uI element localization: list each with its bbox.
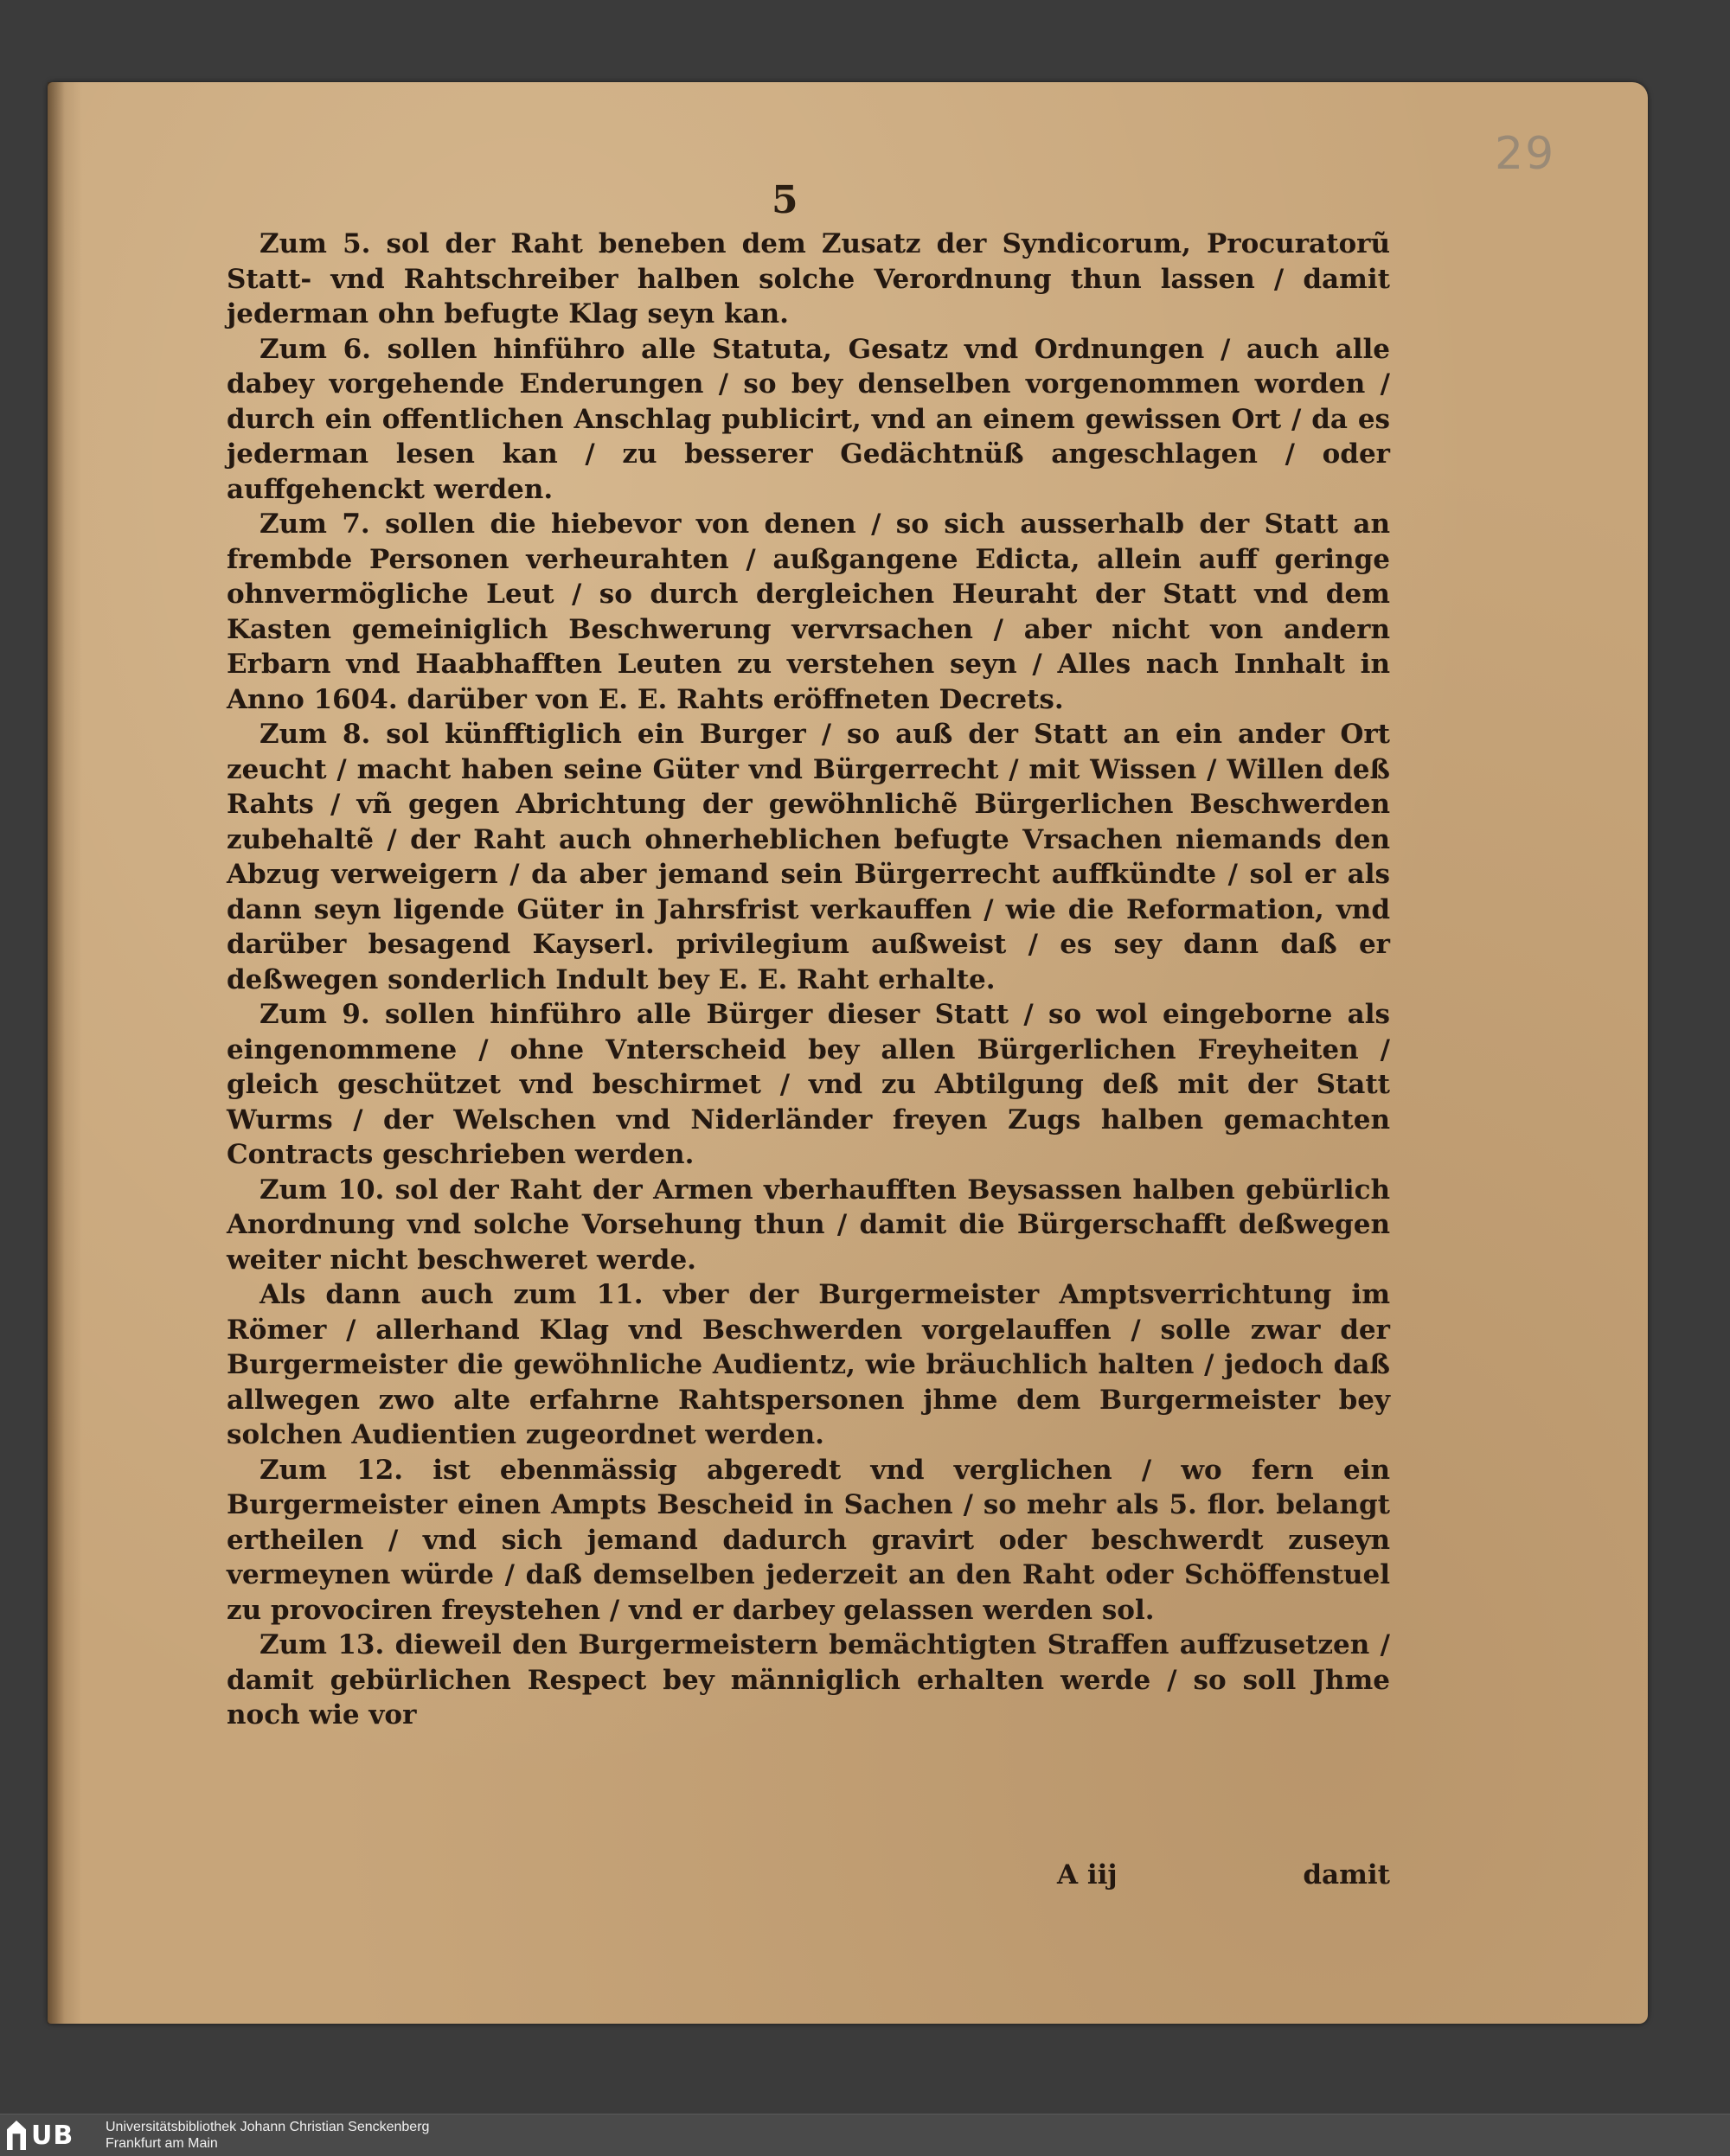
page-gutter-shadow [48, 82, 65, 2024]
page-mark: 5 [772, 178, 798, 222]
signature-mark: A iij [1057, 1859, 1118, 1890]
paragraph-10: Zum 10. sol der Raht der Armen vberhaufften Beysassen halben gebürlich Anordnung vnd solche Vorsehung thun / damit die Bürgerschafft deßwegen weiter nicht beschweret werde. [227, 1174, 1390, 1276]
paragraph-11: Als dann auch zum 11. vber der Burgermeister Amptsverrichtung im Römer / allerhand Klag vnd Beschwerden vorgelauffen / solle zwar der Burgermeister die gewöhnliche Audientz, wie bräuchlich halten / jedoch daß allwegen zwo alte erfahrne Rahtspersonen jhme dem Burgermeister bey solchen Audientien zugeordnet werden. [227, 1279, 1390, 1450]
ub-logo[interactable] [7, 2120, 93, 2151]
library-building-icon [7, 2121, 26, 2150]
paragraph-9: Zum 9. sollen hinführo alle Bürger dieser Statt / so wol eingeborne als eingenommene / ohne Vnterscheid bey allen Bürgerlichen Freyheiten / gleich geschützet vnd beschirmet / vnd zu Abtilgung deß mit der Statt Wurms / der Welschen vnd Niderländer freyen Zugs halben gemachten Contracts geschrieben werden. [227, 999, 1390, 1170]
paragraph-6: Zum 6. sollen hinführo alle Statuta, Gesatz vnd Ordnungen / auch alle dabey vorgehende Enderungen / so bey denselben vorgenommen worden / durch ein offentlichen Anschlag publicirt, vnd an einem gewissen Ort / da es jederman lesen kan / zu besserer Gedächtnüß angeschlagen / oder auffgehenckt werden. [227, 333, 1390, 505]
paragraph-12: Zum 12. ist ebenmässig abgeredt vnd verglichen / wo fern ein Burgermeister einen Ampts Bescheid in Sachen / so mehr als 5. flor. belangt ertheilen / vnd sich jemand dadurch gravirt oder beschwerdt zuseyn vermeynen würde / daß demselben jederzeit an den Raht oder Schöffenstuel zu provociren freystehen / vnd er darbey gelassen werden sol. [227, 1454, 1390, 1626]
paragraph-13: Zum 13. dieweil den Burgermeistern bemächtigten Straffen auffzusetzen / damit gebürlichen Respect bey männiglich erhalten werde / so soll Jhme noch wie vor [227, 1629, 1390, 1731]
paragraph-7: Zum 7. sollen die hiebevor von denen / so sich ausserhalb der Statt an frembde Personen verheurahten / außgangene Edicta, allein auff geringe ohnvermögliche Leut / so durch dergleichen Heuraht der Statt vnd dem Kasten gemeiniglich Beschwerung vervrsachen / aber nicht von andern Erbarn vnd Haabhafften Leuten zu verstehen seyn / Alles nach Innhalt in Anno 1604. darüber von E. E. Rahts eröffneten Decrets. [227, 509, 1390, 715]
ub-logo-text: UB [31, 2120, 74, 2151]
institution-name [106, 2119, 429, 2152]
page-footer [227, 1859, 1390, 1897]
body-text [227, 227, 1390, 1733]
attribution-bar [0, 2114, 1730, 2156]
catchword: damit [1303, 1859, 1390, 1890]
sheet-number: 29 [1495, 128, 1556, 180]
paragraph-5: Zum 5. sol der Raht beneben dem Zusatz der Syndicorum, Procuratorũ Statt- vnd Rahtschreiber halben solche Verordnung thun lassen / damit jederman ohn befugte Klag seyn kan. [227, 228, 1390, 329]
institution-line-2: Frankfurt am Main [106, 2136, 218, 2151]
institution-line-1: Universitätsbibliothek Johann Christian Senckenberg [106, 2120, 430, 2134]
paragraph-8: Zum 8. sol künfftiglich ein Burger / so auß der Statt an ein ander Ort zeucht / macht haben seine Güter vnd Bürgerrecht / mit Wissen / Willen deß Rahts / vñ gegen Abrichtung der gewöhnlichẽ Bürgerlichen Beschwerden zubehaltẽ / der Raht auch ohnerheblichen befugte Vrsachen niemands den Abzug verweigern / da aber jemand sein Bürgerrecht auffkündte / sol er als dann seyn ligende Güter in Jahrsfrist verkauffen / wie die Reformation, vnd darüber besagend Kayserl. privilegium außweist / es sey dann daß er deßwegen sonderlich Indult bey E. E. Raht erhalte. [227, 719, 1390, 995]
